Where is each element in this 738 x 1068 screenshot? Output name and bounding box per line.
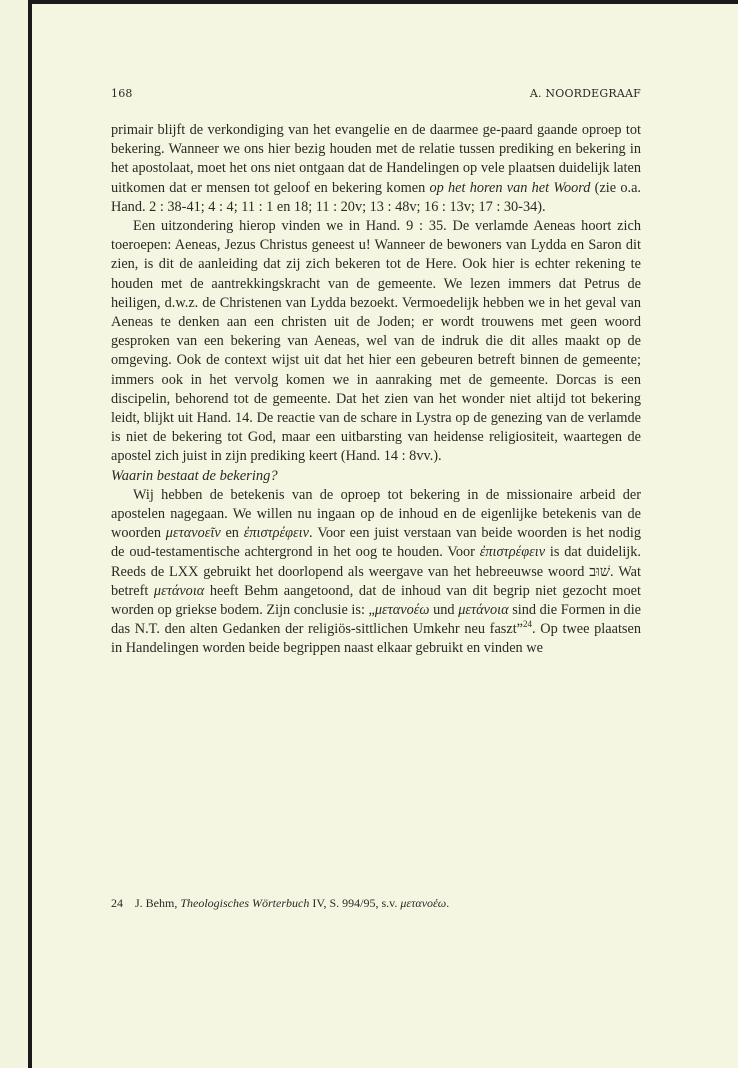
hebrew-word-shuv: שׁוּב — [589, 563, 610, 580]
paragraph-3-text-a: Wij hebben de betekenis van de oproep tot bekering in de missionaire arbeid der apostelen nagegaan. We willen nu ingaan op de inhoud en de eigenlijke betekenis van de woorden — [111, 486, 641, 542]
paragraph-1 — [111, 121, 641, 217]
footnote-author: J. Behm, — [135, 896, 181, 910]
footnote-number: 24 — [111, 896, 123, 910]
greek-word-epistrephein-2: ἐπιστρέφειν — [479, 544, 546, 561]
running-head-author: A. NOORDEGRAAF — [529, 87, 641, 100]
paragraph-3-text-e: . Wat betreft — [111, 563, 641, 599]
paragraph-3-text-b: en — [220, 525, 244, 542]
paragraph-3-text-g: und — [429, 602, 459, 619]
footnote-reference: 24 — [523, 619, 533, 630]
footnote-text: IV, S. 994/95, s.v. — [309, 896, 401, 910]
footnote-title: Theologisches Wörterbuch — [180, 896, 310, 910]
running-head — [111, 87, 641, 105]
footnote — [111, 895, 641, 911]
paragraph-3-text-h: sind die Formen in die das N.T. den alten Gedanken der religiös-sittlichen Umkehr neu faszt” — [111, 602, 642, 638]
section-heading: Waarin bestaat de bekering? — [111, 467, 278, 484]
paragraph-3-text-i: . Op twee plaatsen in Handelingen worden beide begrippen naast elkaar gebruikt en vinden we — [111, 621, 641, 657]
page-number: 168 — [111, 87, 133, 100]
greek-word-epistrephein: ἐπιστρέφειν — [243, 525, 309, 542]
greek-word-metanoeo: μετανοέω — [374, 602, 430, 619]
greek-word-metanoein: μετανοεῖν — [165, 525, 221, 542]
greek-word-metanoia-2: μετάνοια — [458, 602, 509, 619]
paragraph-3-text-c: . Voor een juist verstaan van beide woorden is het nodig de oud-testamentische achtergrond in het oog te houden. Voor — [111, 525, 641, 561]
footnote-greek-word: μετανοέω — [400, 896, 447, 910]
paragraph-2: Een uitzondering hierop vinden we in Hand. 9 : 35. De verlamde Aeneas hoort zich toeroepen: Aeneas, Jezus Christus geneest u! Wanneer de bewoners van Lydda en Saron dit zien, is dit de aanleiding dat zij zich bekeren tot de Here. Ook hier is echter rekening te houden met de aantrekkingskracht van de gemeente. We lezen immers dat Petrus de heiligen, d.w.z. de Christenen van Lydda bezoekt. Vermoedelijk hebben we in het geval van Aeneas te denken aan een christen uit de Joden; er wordt trouwens met geen woord gesproken van een bekering van Aeneas, wel van de indruk die dit alles maakt op de omgeving. Ook de context wijst uit dat het hier een gebeuren betreft binnen de gemeente; immers ook in het vervolg komen we in aanraking met de gemeente. Dorcas is een discipelin, behorend tot de gemeente. Dat het zien van het wonder niet altijd tot bekering leidt, blijkt uit Hand. 14. De reactie van de schare in Lystra op de genezing van de verlamde is niet de bekering tot God, maar een uitbarsting van heidense religiositeit, waartegen de apostel zich juist in zijn prediking keert (Hand. 14 : 8vv.). — [111, 218, 641, 465]
paragraph-1-text-b: (zie o.a. Hand. 2 : 38-41; 4 : 4; 11 : 1 en 18; 11 : 20v; 13 : 48v; 16 : 13v; 17 : 30-34). — [111, 179, 641, 215]
paragraph-3 — [111, 486, 641, 659]
paragraph-3-text-d: is dat duidelijk. Reeds de LXX gebruikt het doorlopend als weergave van het hebreeuwse woord — [111, 544, 641, 580]
footnote-end: . — [446, 896, 450, 910]
paragraph-3-text-f: heeft Behm aangetoond, dat de inhoud van dit begrip niet gezocht moet worden op griekse bodem. Zijn conclusie is: „ — [111, 582, 641, 619]
footnote-separator — [111, 887, 641, 888]
body-text — [111, 121, 641, 659]
paragraph-1-text-a: primair blijft de verkondiging van het evangelie en de daarmee ge-paard gaande oproep tot bekering. Wanneer we ons hier bezig houden met de relatie tussen prediking en bekering in het apostolaat, moet het ons niet ontgaan dat de Handelingen op vele plaatsen duidelijk laten uitkomen dat er mensen tot geloof en bekering komen — [111, 122, 641, 196]
greek-word-metanoia: μετάνοια — [153, 582, 205, 599]
paragraph-1-emphasis: op het horen van het Woord — [429, 179, 591, 196]
